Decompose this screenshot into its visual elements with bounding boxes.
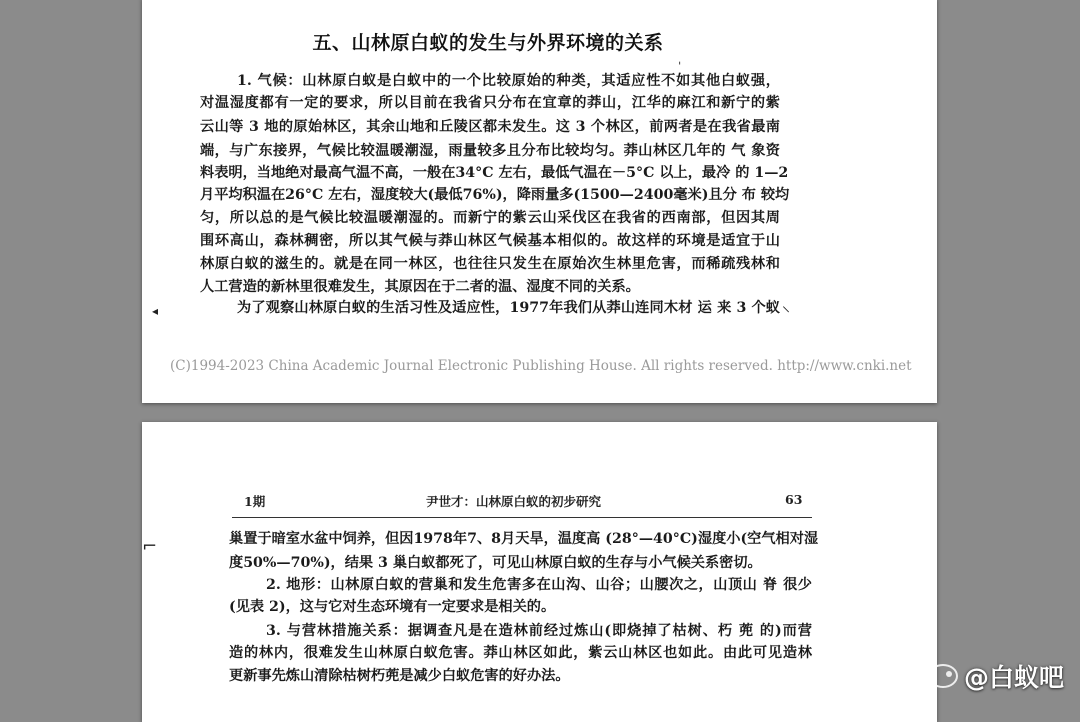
text-line: 巢置于暗室水盆中饲养，但因1978年7、8月天旱，温度高 (28°—40°C)湿度小(空气相对湿 [229, 531, 819, 547]
text-line: 匀，所以总的是气候比较温暖潮湿的。而新宁的紫云山采伐区在我省的西南部，但因其周 [200, 210, 780, 226]
text-line: 料表明，当地绝对最高气温不高，一般在34°C 左右，最低气温在－5°C 以上，最冷 的 1—2 [200, 165, 789, 181]
text-line: 3. 与营林措施关系：据调查凡是在造林前经过炼山(即烧掉了枯树、朽 蔸 的)而营 [266, 623, 812, 639]
scan-mark: ◂ [152, 304, 159, 318]
text-line: 2. 地形：山林原白蚁的营巢和发生危害多在山沟、山谷；山腰次之，山顶山 脊 很少 [266, 577, 812, 593]
watermark-text: @白蚁吧 [963, 663, 1064, 692]
text-line: 造的林内，很难发生山林原白蚁危害。莽山林区如此，紫云山林区也如此。由此可见造林 [229, 645, 812, 661]
copyright-notice: (C)1994-2023 China Academic Journal Electronic Publishing House. All rights reserved. http://www.cnki.net [170, 358, 912, 374]
scan-mark: ⸜ [782, 296, 791, 315]
text-line: 云山等 3 地的原始林区，其余山地和丘陵区都未发生。这 3 个林区，前两者是在我省最南 [200, 119, 780, 135]
text-line: 度50%—70%)，结果 3 巢白蚁都死了，可见山林原白蚁的生存与小气候关系密切。 [229, 555, 762, 571]
text-line: 端，与广东接界，气候比较温暖潮湿，雨量较多且分布比较均匀。莽山林区几年的 气 象资 [200, 143, 780, 159]
scan-mark: ⌐ [142, 536, 158, 557]
weibo-logo-icon [928, 664, 958, 688]
page-number: 63 [785, 492, 803, 507]
document-page-1 [142, 0, 937, 403]
text-line: 更新事先炼山清除枯树朽蔸是减少白蚁危害的好办法。 [229, 668, 570, 684]
text-line: 1. 气候：山林原白蚁是白蚁中的一个比较原始的种类，其适应性不如其他白蚁强， [237, 73, 780, 89]
document-page-2 [142, 422, 937, 722]
text-line: 林原白蚁的滋生的。就是在同一林区，也往往只发生在原始次生林里危害，而稀疏残林和 [200, 256, 780, 272]
text-line: 月平均积温在26°C 左右，湿度较大(最低76%)，降雨量多(1500—2400毫米)且分 布 较均 [200, 187, 790, 203]
text-line: 为了观察山林原白蚁的生活习性及适应性，1977年我们从莽山连同木材 运 来 3 个蚁 [237, 300, 780, 316]
scan-mark: ˌ [678, 52, 682, 66]
header-rule [232, 517, 812, 518]
section-title: 五、山林原白蚁的发生与外界环境的关系 [312, 32, 664, 54]
issue-label: 1期 [244, 494, 266, 509]
text-line: 人工营造的新林里很难发生，其原因在于二者的温、湿度不同的关系。 [200, 279, 640, 295]
text-line: (见表 2)，这与它对生态环境有一定要求是相关的。 [229, 599, 556, 615]
running-header: 尹世才：山林原白蚁的初步研究 [426, 494, 602, 509]
text-line: 围环高山，森林稠密，所以其气候与莽山林区气候基本相似的。故这样的环境是适宜于山 [200, 233, 780, 249]
text-line: 对温湿度都有一定的要求，所以目前在我省只分布在宜章的莽山，江华的麻江和新宁的紫 [200, 95, 780, 111]
watermark [928, 656, 1064, 696]
